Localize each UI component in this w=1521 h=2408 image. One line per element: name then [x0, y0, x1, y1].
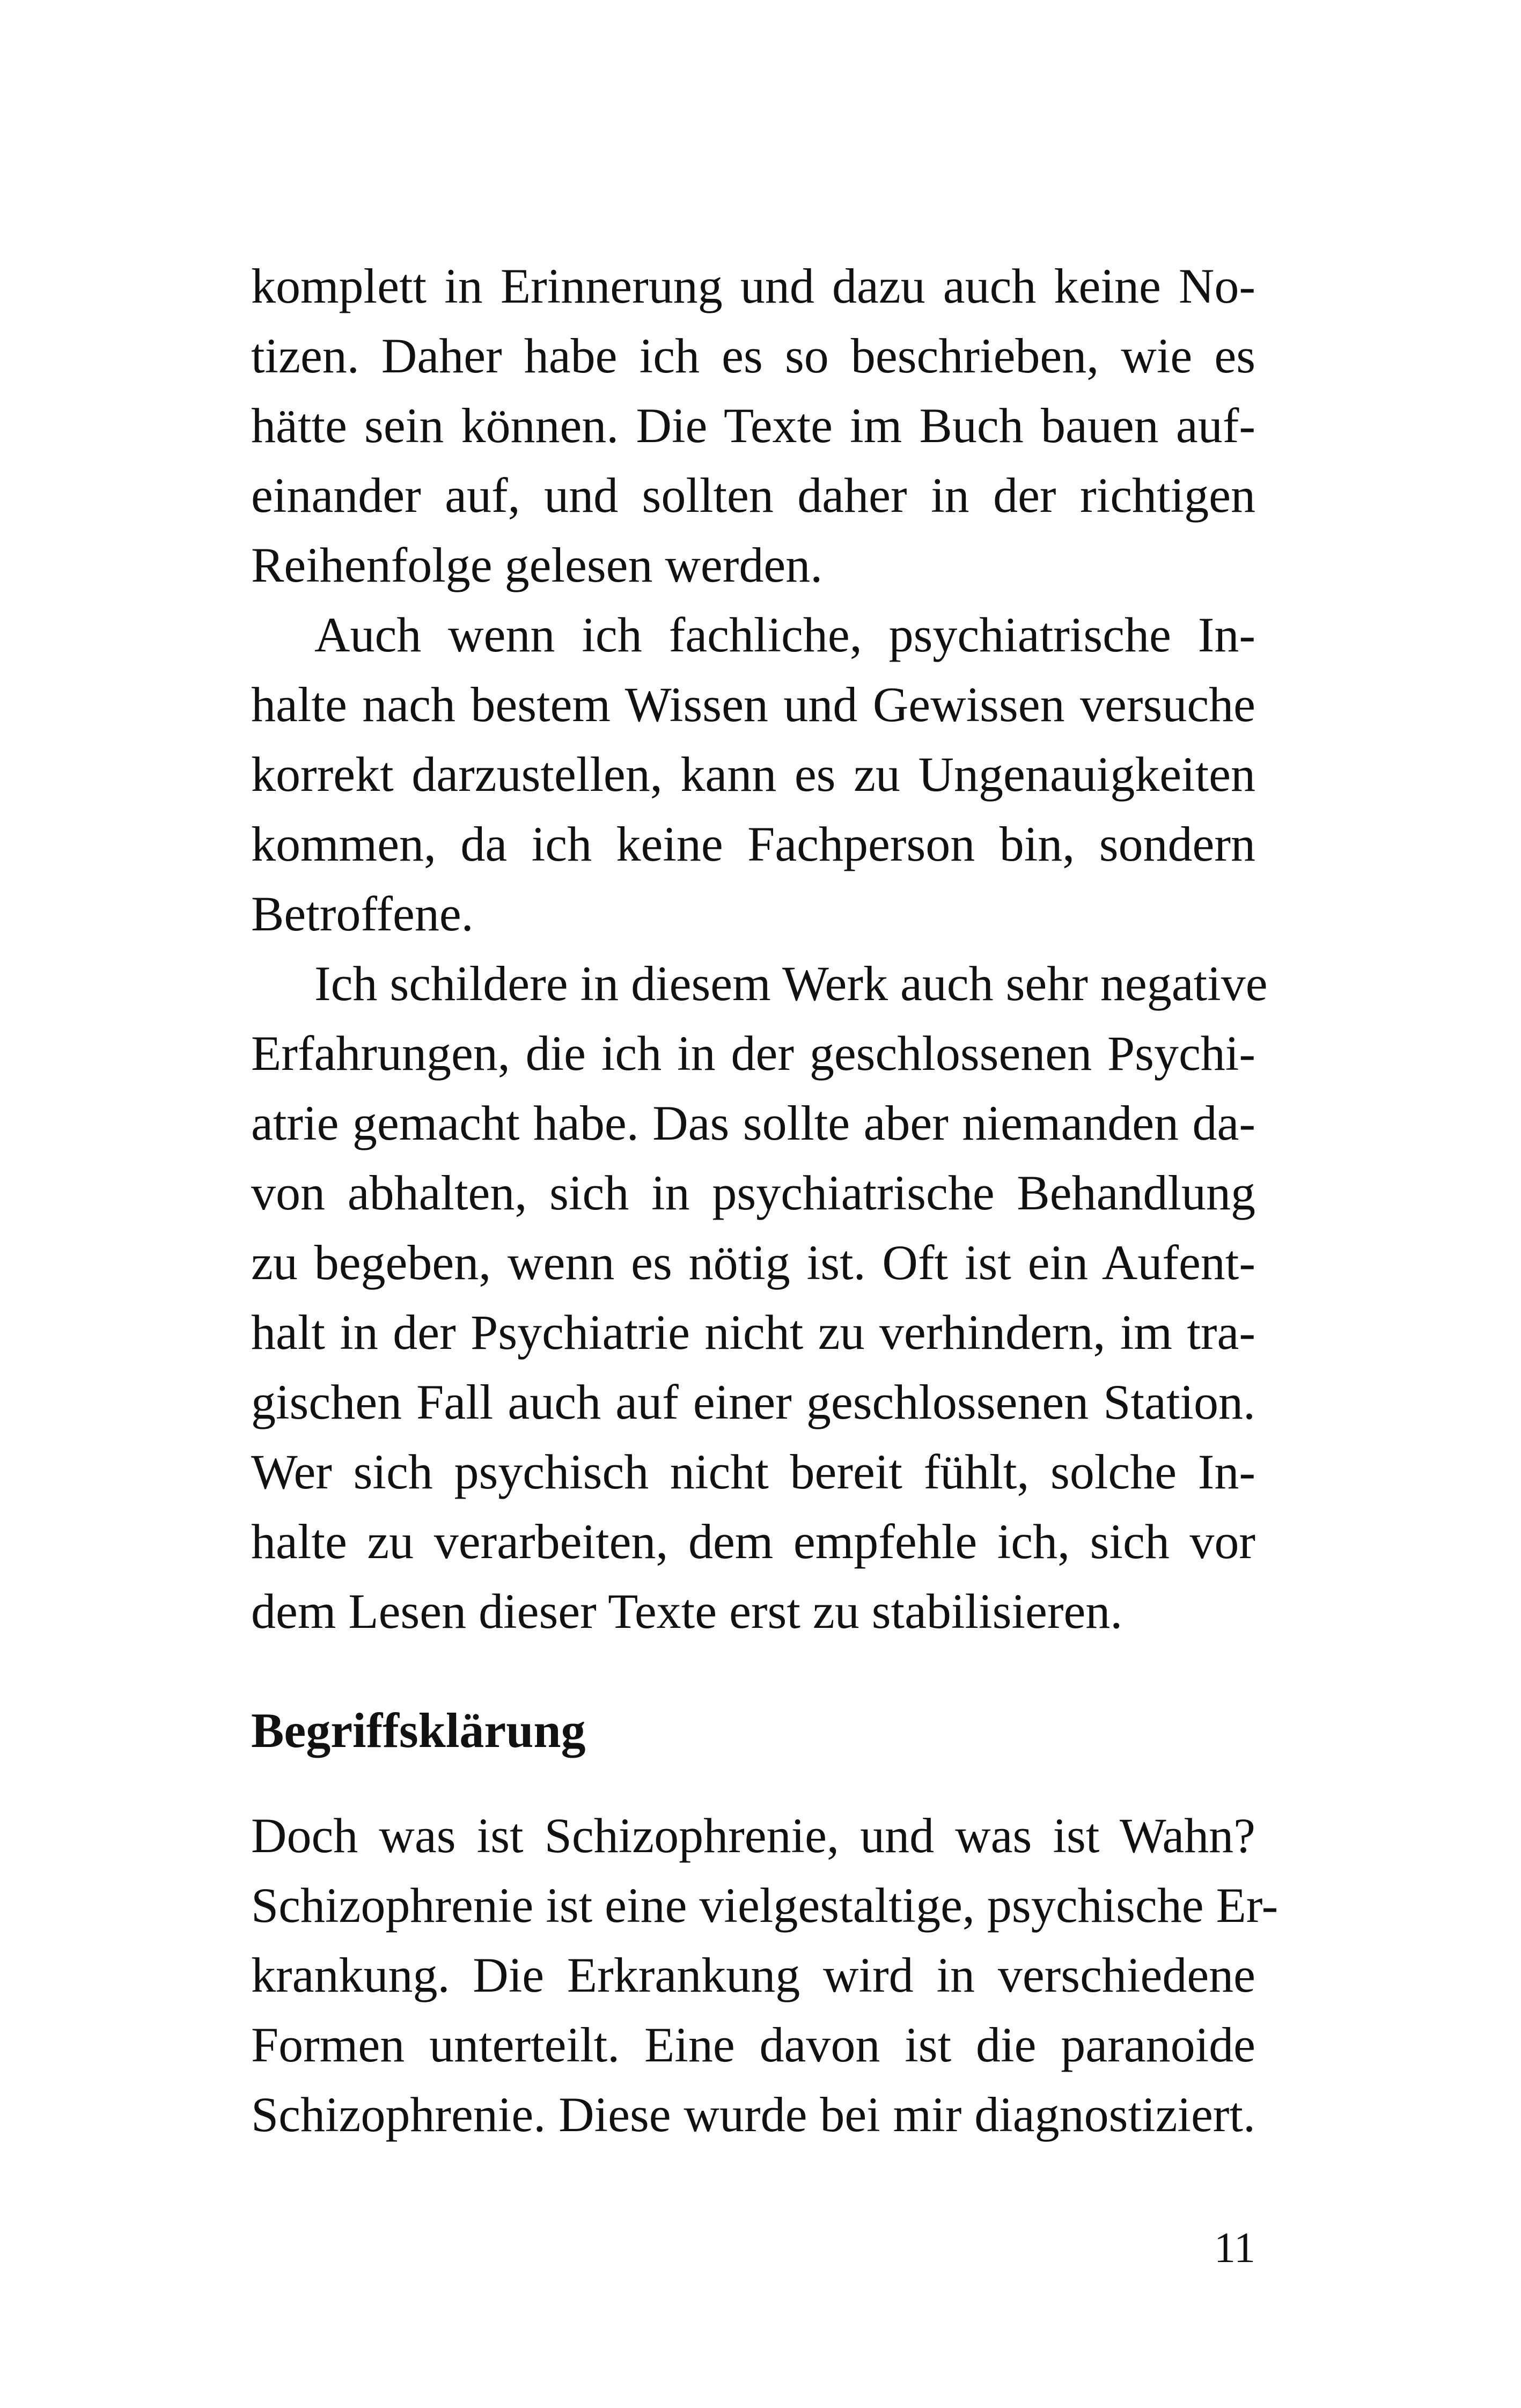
text-line: von abhalten, sich in psychiatrische Behandlung — [251, 1165, 1255, 1220]
text-line: korrekt darzustellen, kann es zu Ungenauigkeiten — [251, 747, 1255, 802]
text-line: halte nach bestem Wissen und Gewissen versuche — [251, 677, 1255, 732]
text-line: Reihenfolge gelesen werden. — [251, 538, 823, 592]
text-line: einander auf, und sollten daher in der richtigen — [251, 468, 1255, 523]
text-line: Betroffene. — [251, 886, 474, 941]
text-line: krankung. Die Erkrankung wird in verschiedene — [251, 1948, 1255, 2002]
text-line: halte zu verarbeiten, dem empfehle ich, sich vor — [251, 1514, 1255, 1569]
paragraph-definition — [251, 1801, 1278, 2149]
text-line: Doch was ist Schizophrenie, und was ist Wahn? — [251, 1808, 1255, 1863]
text-line: Erfahrungen, die ich in der geschlossenen Psychi- — [251, 1026, 1255, 1081]
body-text-top — [251, 251, 1268, 1646]
text-line: hätte sein können. Die Texte im Buch bauen auf- — [251, 398, 1255, 453]
body-text-bottom — [251, 1801, 1278, 2149]
text-line: Ich schildere in diesem Werk auch sehr negative — [314, 956, 1268, 1011]
paragraph-disclaimer — [251, 600, 1255, 949]
text-line: komplett in Erinnerung und dazu auch keine No- — [251, 259, 1255, 313]
text-line: atrie gemacht habe. Das sollte aber niemanden da- — [251, 1096, 1255, 1150]
paragraph-warning — [251, 949, 1268, 1646]
text-line: Wer sich psychisch nicht bereit fühlt, solche In- — [251, 1444, 1255, 1499]
text-line: gischen Fall auch auf einer geschlossenen Station. — [251, 1375, 1255, 1429]
paragraph-continuation — [251, 251, 1255, 600]
text-line: dem Lesen dieser Texte erst zu stabilisieren. — [251, 1584, 1123, 1639]
text-line: Schizophrenie. Diese wurde bei mir diagnostiziert. — [251, 2087, 1255, 2142]
text-line: Auch wenn ich fachliche, psychiatrische In- — [314, 607, 1255, 662]
text-line: Formen unterteilt. Eine davon ist die paranoide — [251, 2017, 1255, 2072]
page-number: 11 — [1214, 2225, 1255, 2272]
text-line: Schizophrenie ist eine vielgestaltige, psychische Er- — [251, 1878, 1278, 1933]
text-line: zu begeben, wenn es nötig ist. Oft ist ein Aufent- — [251, 1235, 1255, 1290]
text-line: halt in der Psychiatrie nicht zu verhindern, im tra- — [251, 1305, 1255, 1360]
text-line: tizen. Daher habe ich es so beschrieben, wie es — [251, 328, 1255, 383]
section-heading: Begriffsklärung — [251, 1703, 586, 1758]
text-line: kommen, da ich keine Fachperson bin, sondern — [251, 817, 1255, 871]
